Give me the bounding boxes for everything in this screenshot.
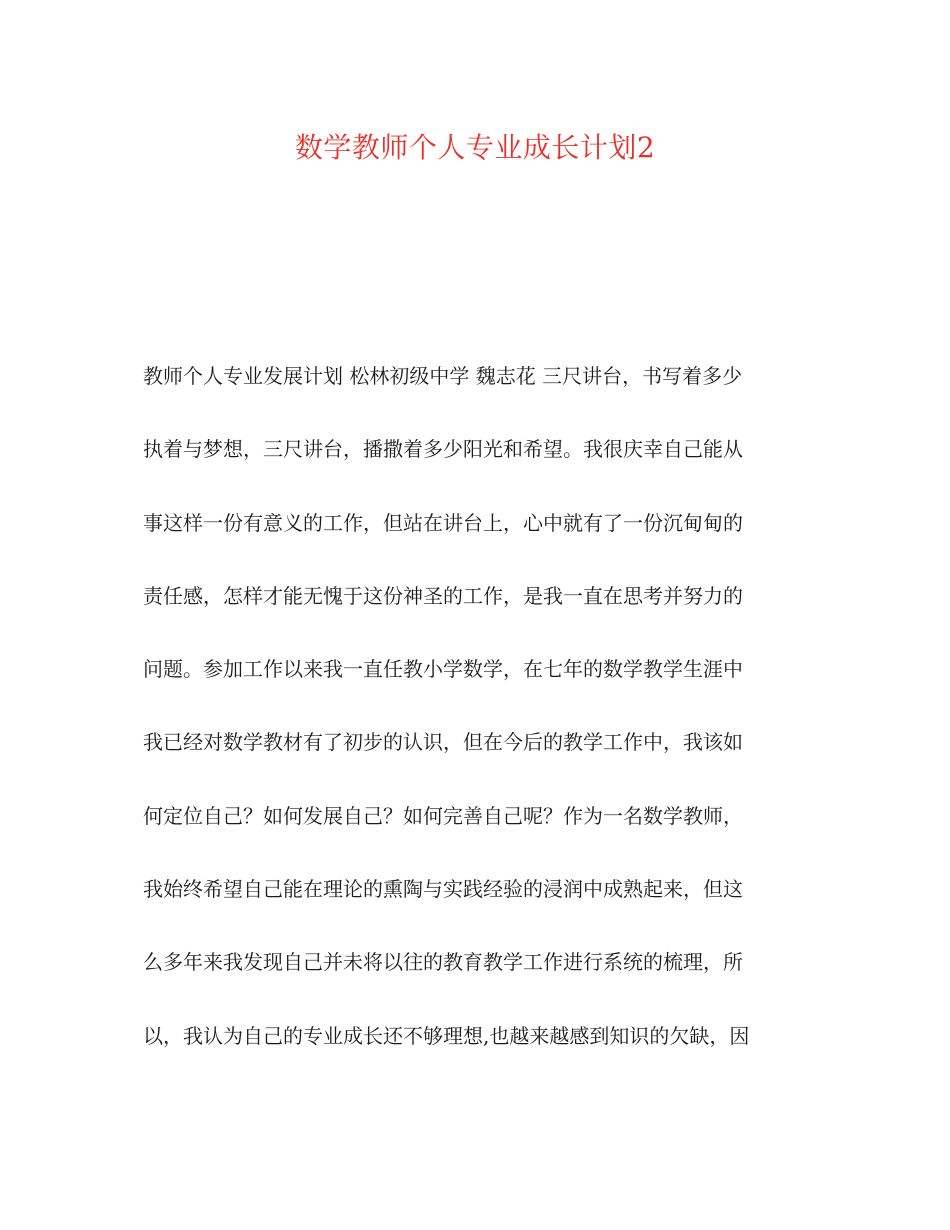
body-line: 事这样一份有意义的工作，但站在讲台上，心中就有了一份沉甸甸的 [143, 510, 743, 535]
document-title: 数学教师个人专业成长计划2 [294, 131, 656, 164]
body-line: 以，我认为自己的专业成长还不够理想,也越来越感到知识的欠缺，因 [143, 1023, 750, 1048]
body-line: 责任感，怎样才能无愧于这份神圣的工作，是我一直在思考并努力的 [143, 583, 743, 608]
body-line: 问题。参加工作以来我一直任教小学数学，在七年的数学教学生涯中 [143, 657, 743, 682]
body-line: 么多年来我发现自己并未将以往的教育教学工作进行系统的梳理，所 [143, 950, 743, 975]
document-body [143, 356, 813, 1089]
body-line: 教师个人专业发展计划 松林初级中学 魏志花 三尺讲台，书写着多少 [143, 364, 743, 388]
body-line: 我已经对数学教材有了初步的认识，但在今后的教学工作中，我该如 [143, 730, 743, 755]
body-line: 执着与梦想，三尺讲台，播撒着多少阳光和希望。我很庆幸自己能从 [143, 437, 743, 462]
body-line: 何定位自己？如何发展自己？如何完善自己呢？作为一名数学教师， [143, 803, 743, 828]
body-line: 我始终希望自己能在理论的熏陶与实践经验的浸润中成熟起来，但这 [143, 877, 743, 902]
